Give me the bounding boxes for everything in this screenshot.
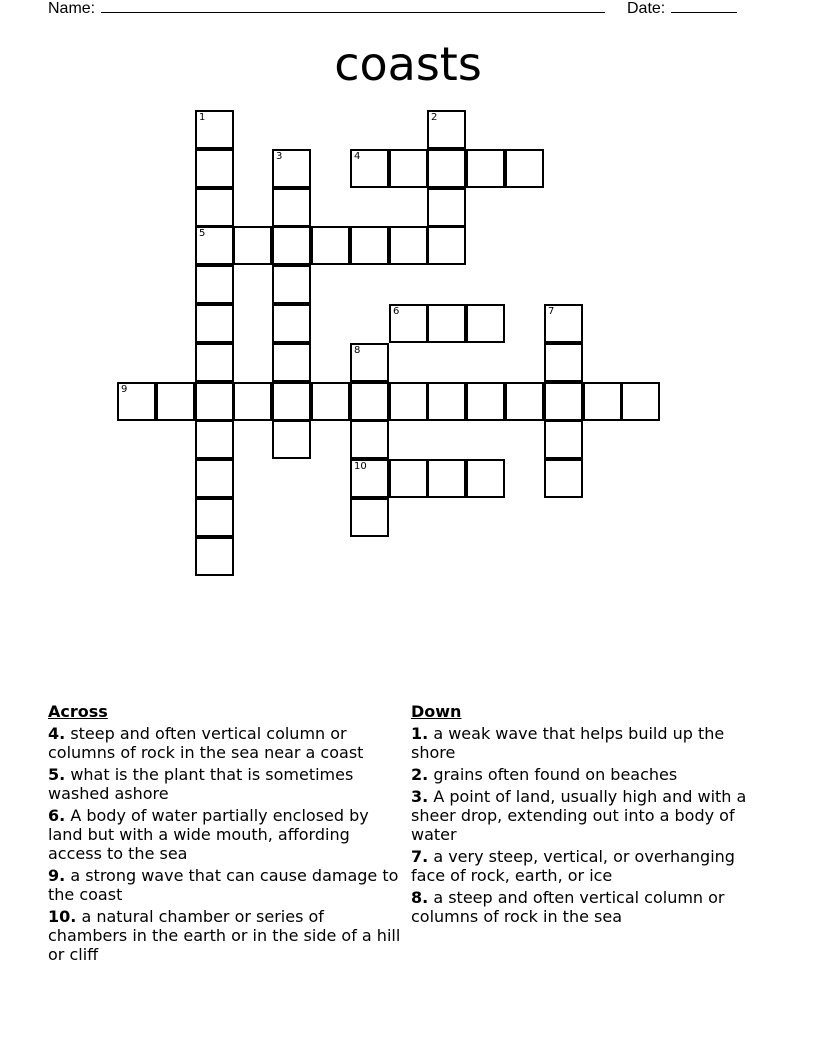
grid-cell[interactable] [195,149,234,188]
down-clues [411,702,756,929]
clue-number: 9. [48,866,66,885]
grid-cell[interactable] [195,420,234,459]
grid-cell[interactable] [427,382,466,421]
grid-cell[interactable] [350,149,389,188]
grid-cell[interactable] [350,459,389,498]
clue-text: a weak wave that helps build up the shore [411,724,725,762]
grid-cell[interactable] [544,304,583,343]
cell-number: 1 [199,112,206,123]
grid-cell[interactable] [427,149,466,188]
grid-cell[interactable] [350,226,389,265]
grid-cell[interactable] [389,459,428,498]
grid-cell[interactable] [272,149,311,188]
cell-number: 3 [276,151,283,162]
grid-cell[interactable] [272,304,311,343]
grid-cell[interactable] [427,188,466,227]
grid-cell[interactable] [621,382,660,421]
across-clue [48,907,404,964]
grid-cell[interactable] [272,420,311,459]
clue-text: what is the plant that is sometimes washed ashore [48,765,354,803]
cell-number: 9 [121,384,128,395]
grid-cell[interactable] [544,459,583,498]
grid-cell[interactable] [466,459,505,498]
clue-text: A body of water partially enclosed by land but with a wide mouth, affording access to the sea [48,806,369,863]
down-clue [411,765,756,784]
grid-cell[interactable] [195,343,234,382]
grid-cell[interactable] [195,188,234,227]
clue-number: 8. [411,888,429,907]
grid-cell[interactable] [350,420,389,459]
cell-number: 5 [199,228,206,239]
across-heading: Across [48,702,108,721]
clue-text: A point of land, usually high and with a sheer drop, extending out into a body of water [411,787,747,844]
grid-cell[interactable] [427,459,466,498]
down-heading: Down [411,702,462,721]
down-clue [411,787,756,844]
across-clues [48,702,404,967]
grid-cell[interactable] [195,265,234,304]
cell-number: 2 [431,112,438,123]
grid-cell[interactable] [427,110,466,149]
grid-cell[interactable] [156,382,195,421]
grid-cell[interactable] [389,226,428,265]
grid-cell[interactable] [544,382,583,421]
grid-cell[interactable] [272,226,311,265]
across-clue [48,724,404,762]
grid-cell[interactable] [272,343,311,382]
grid-cell[interactable] [466,382,505,421]
down-clue [411,847,756,885]
grid-cell[interactable] [505,149,544,188]
down-clue [411,888,756,926]
grid-cell[interactable] [272,382,311,421]
clue-number: 7. [411,847,429,866]
cell-number: 10 [354,461,367,472]
grid-cell[interactable] [117,382,156,421]
grid-cell[interactable] [466,304,505,343]
grid-cell[interactable] [195,537,234,576]
grid-cell[interactable] [583,382,622,421]
grid-cell[interactable] [350,498,389,537]
date-label: Date: [627,0,666,17]
across-clue [48,765,404,803]
clue-number: 2. [411,765,429,784]
grid-cell[interactable] [195,498,234,537]
clue-text: a very steep, vertical, or overhanging face of rock, earth, or ice [411,847,735,885]
grid-cell[interactable] [466,149,505,188]
grid-cell[interactable] [195,226,234,265]
grid-cell[interactable] [350,382,389,421]
clue-text: steep and often vertical column or columns of rock in the sea near a coast [48,724,364,762]
grid-cell[interactable] [544,420,583,459]
clue-number: 4. [48,724,66,743]
grid-cell[interactable] [544,343,583,382]
cell-number: 7 [548,306,555,317]
cell-number: 8 [354,345,361,356]
grid-cell[interactable] [389,304,428,343]
clue-number: 10. [48,907,77,926]
grid-cell[interactable] [311,226,350,265]
grid-cell[interactable] [311,382,350,421]
grid-cell[interactable] [427,304,466,343]
clue-number: 6. [48,806,66,825]
grid-cell[interactable] [195,382,234,421]
grid-cell[interactable] [427,226,466,265]
cell-number: 4 [354,151,361,162]
puzzle-title: coasts [334,37,482,91]
grid-cell[interactable] [389,149,428,188]
grid-cell[interactable] [195,304,234,343]
grid-cell[interactable] [350,343,389,382]
across-clue [48,866,404,904]
grid-cell[interactable] [389,382,428,421]
down-clue [411,724,756,762]
grid-cell[interactable] [233,226,272,265]
clue-number: 5. [48,765,66,784]
clue-number: 3. [411,787,429,806]
grid-cell[interactable] [195,459,234,498]
cell-number: 6 [393,306,400,317]
grid-cell[interactable] [195,110,234,149]
across-clue [48,806,404,863]
clue-number: 1. [411,724,429,743]
grid-cell[interactable] [272,265,311,304]
name-label: Name: [48,0,96,17]
clue-text: grains often found on beaches [433,765,678,784]
grid-cell[interactable] [272,188,311,227]
clue-text: a natural chamber or series of chambers in the earth or in the side of a hill or cliff [48,907,401,964]
clue-text: a strong wave that can cause damage to the coast [48,866,399,904]
grid-cell[interactable] [233,382,272,421]
clue-text: a steep and often vertical column or columns of rock in the sea [411,888,725,926]
grid-cell[interactable] [505,382,544,421]
